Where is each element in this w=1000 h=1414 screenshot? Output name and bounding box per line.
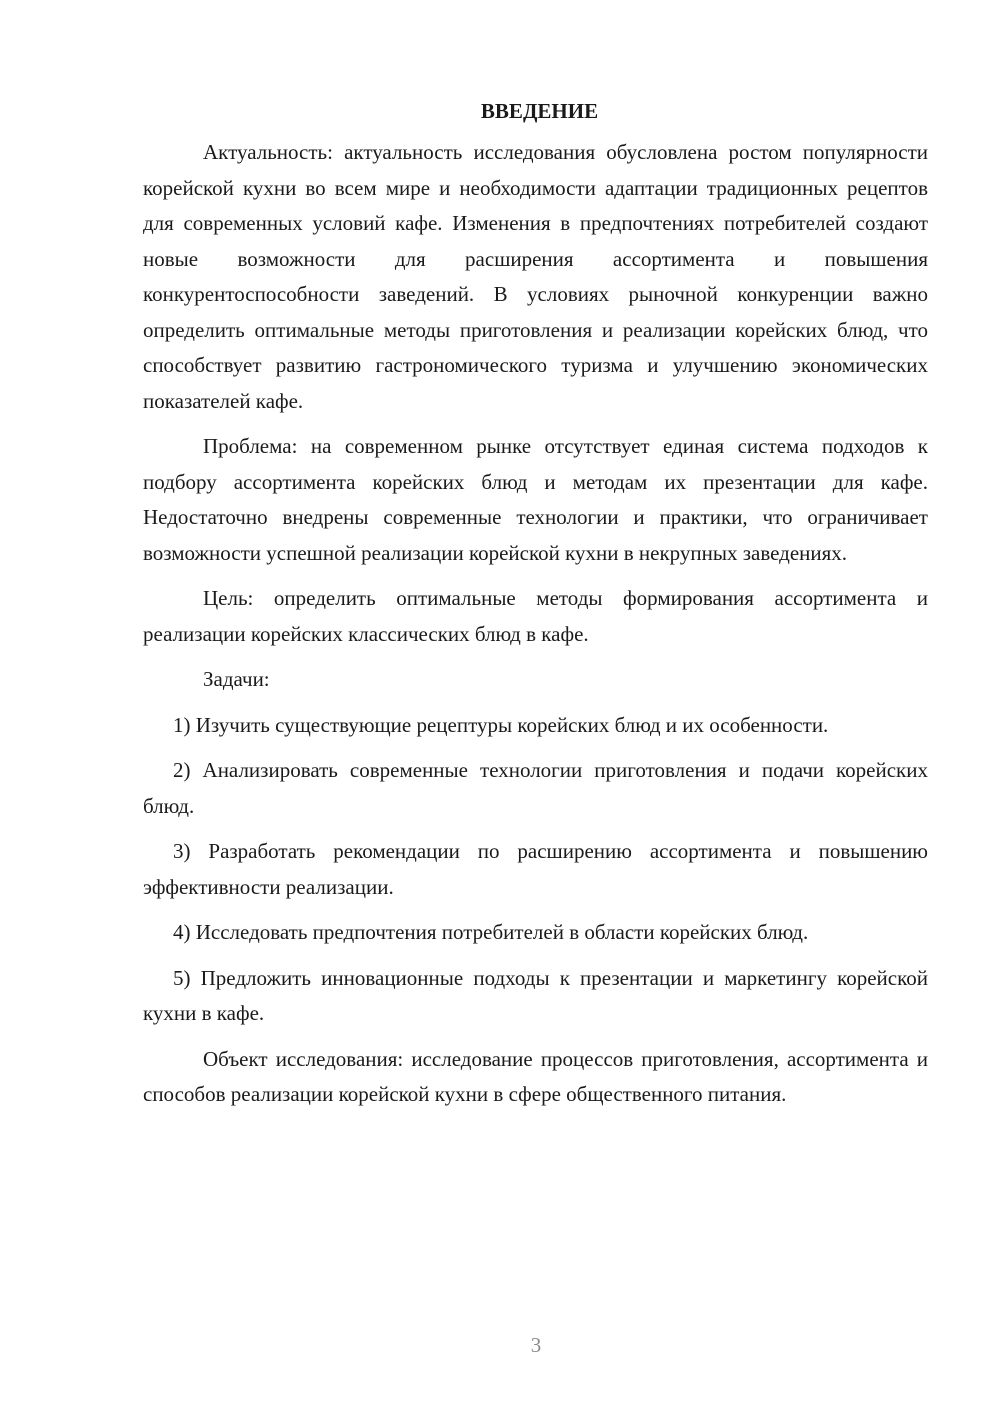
paragraph-object: Объект исследования: исследование процессов приготовления, ассортимента и способов реализации корейской кухни в сфере общественного питания. [143,1046,928,1106]
page-number: 3 [530,1333,542,1357]
paragraph-problem: Проблема: на современном рынке отсутствует единая система подходов к подбору ассортимента корейских блюд и методам их презентации для кафе. Недостаточно внедрены современные технологии и практики, что ограничивает возможности успешной реализации корейской кухни в некрупных заведениях. [143,434,928,565]
task-item-3: 3) Разработать рекомендации по расширению ассортимента и повышению эффективности реализации. [143,839,928,899]
paragraph-relevance: Актуальность: актуальность исследования обусловлена ростом популярности корейской кухни во всем мире и необходимости адаптации традиционных рецептов для современных условий кафе. Изменения в предпочтениях потребителей создают новые возможности для расширения ассортимента и повышения конкурентоспособности заведений. В условиях рыночной конкуренции важно определить оптимальные методы приготовления и реализации корейских блюд, что способствует развитию гастрономического туризма и улучшению экономических показателей кафе. [143,140,928,413]
tasks-heading: Задачи: [203,667,270,691]
section-title: ВВЕДЕНИЕ [480,99,599,123]
paragraph-goal: Цель: определить оптимальные методы формирования ассортимента и реализации корейских классических блюд в кафе. [143,586,928,646]
task-item-1: 1) Изучить существующие рецептуры корейских блюд и их особенности. [173,712,829,737]
page-content [143,96,928,1113]
task-item-5: 5) Предложить инновационные подходы к презентации и маркетингу корейской кухни в кафе. [143,965,928,1025]
task-item-2: 2) Анализировать современные технологии приготовления и подачи корейских блюд. [143,758,928,818]
task-item-4: 4) Исследовать предпочтения потребителей в области корейских блюд. [173,920,809,944]
